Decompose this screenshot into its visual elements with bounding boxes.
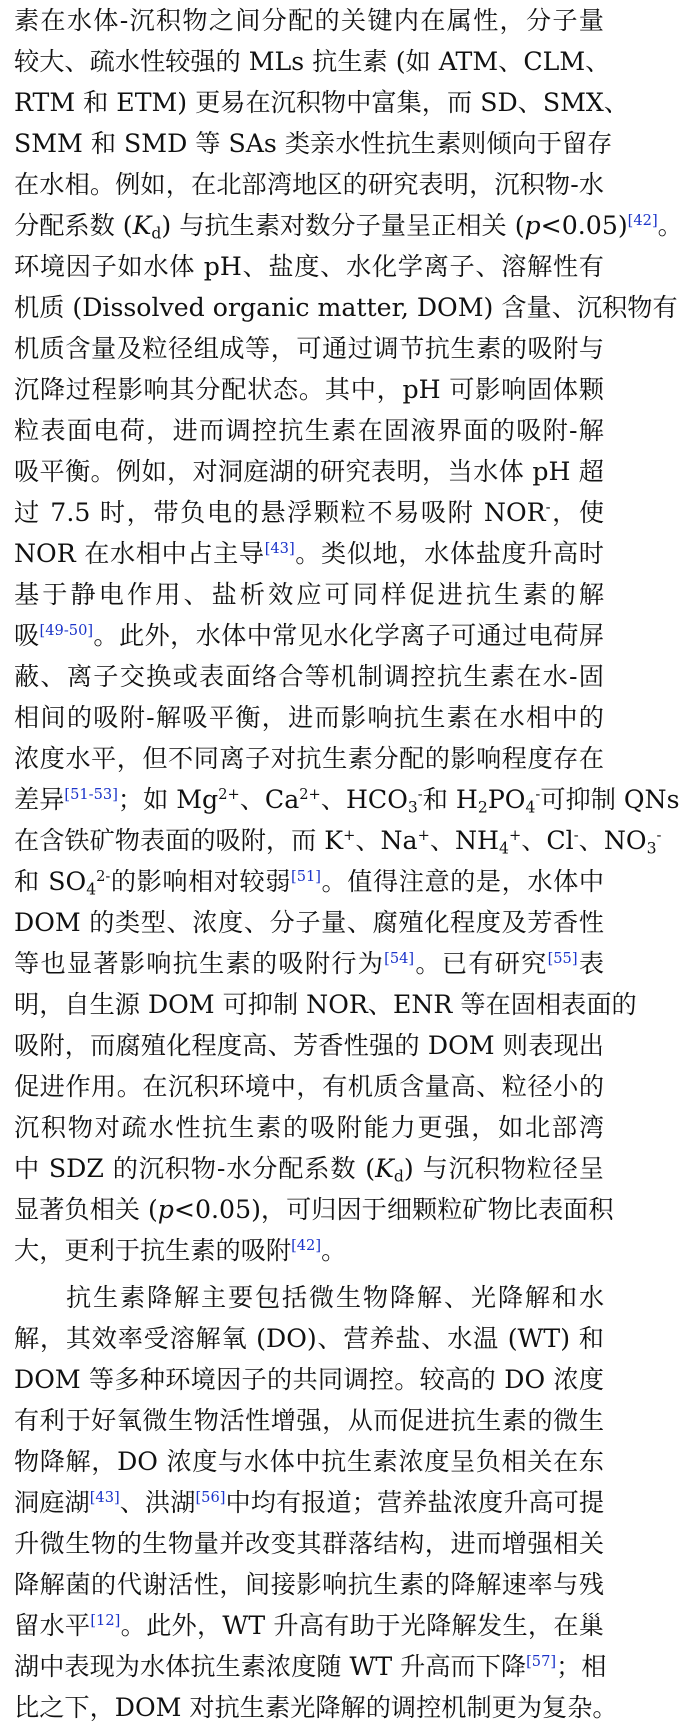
line-text: 表	[577, 949, 604, 978]
line-text: <0.05)，可归因于细颗粒矿物比表面积	[173, 1195, 614, 1224]
line-text: 差异	[14, 785, 65, 814]
line-text: 。类似地，水体盐度升高时	[294, 539, 604, 568]
line-text: 沉降过程影响其分配状态。其中，pH 可影响固体颗	[14, 375, 604, 404]
text-line	[14, 41, 611, 82]
citation-link[interactable]: [42]	[627, 211, 658, 229]
line-text: 促进作用。在沉积环境中，有机质含量高、粒径小的	[14, 1072, 604, 1101]
line-text: 抗生素降解主要包括微生物降解、光降解和水	[66, 1283, 604, 1312]
text-line	[14, 738, 604, 779]
line-text: 大，更利于抗生素的吸附	[14, 1236, 292, 1265]
line-text: 显著负相关 (	[14, 1195, 158, 1224]
text-line	[14, 410, 604, 451]
line-text: 明，自生源 DOM 可抑制 NOR、ENR 等在固相表面的	[14, 990, 637, 1019]
line-text: 。值得注意的是，水体中	[321, 867, 605, 896]
line-text: 机质 (Dissolved organic matter, DOM) 含量、沉积物有	[14, 293, 678, 322]
subscript: 4	[525, 798, 536, 817]
italic-symbol: p	[157, 1195, 174, 1224]
line-text: 相间的吸附-解吸平衡，进而影响抗生素在水相中的	[14, 703, 604, 732]
line-text: 。	[657, 211, 683, 240]
line-text: 过 7.5 时，带负电的悬浮颗粒不易吸附 NOR	[14, 498, 546, 527]
text-line	[14, 287, 678, 328]
line-text: NOR 在水相中占主导	[14, 539, 265, 568]
text-line	[14, 1400, 604, 1441]
subscript: d	[393, 1167, 404, 1186]
text-line	[14, 1564, 604, 1605]
line-text: DOM 等多种环境因子的共同调控。较高的 DO 浓度	[14, 1365, 604, 1394]
citation-link[interactable]: [57]	[526, 1652, 557, 1670]
italic-symbol: p	[524, 211, 541, 240]
citation-link[interactable]: [43]	[89, 1488, 120, 1506]
line-text: 沉积物对疏水性抗生素的吸附能力更强，如北部湾	[14, 1113, 604, 1142]
text-line	[14, 533, 604, 574]
line-text: ；相	[556, 1652, 607, 1681]
text-line	[14, 1646, 607, 1687]
text-line	[14, 1189, 614, 1230]
text-line	[14, 369, 604, 410]
line-text: 中均有报道；营养盐浓度升高可提	[225, 1488, 605, 1517]
line-text: 分配系数 (	[14, 211, 133, 240]
line-text: 、Ca	[239, 785, 300, 814]
citation-link[interactable]: [51]	[291, 867, 321, 885]
subscript: 4	[499, 839, 509, 858]
text-line	[14, 615, 604, 656]
superscript: -	[545, 498, 551, 516]
line-text: 、NH	[429, 826, 500, 855]
line-text: 。	[321, 1236, 347, 1265]
text-line	[14, 1107, 604, 1148]
line-text: 。此外，WT 升高有助于光降解发生，在巢	[120, 1611, 604, 1640]
line-text: SMM 和 SMD 等 SAs 类亲水性抗生素则倾向于留存	[14, 129, 613, 158]
text-line	[66, 1277, 604, 1318]
text-line	[14, 1066, 604, 1107]
line-text: 降解菌的代谢活性，间接影响抗生素的降解速率与残	[14, 1570, 604, 1599]
line-text: 、Cl	[521, 826, 574, 855]
text-line	[14, 984, 637, 1025]
line-text: 和 SO	[14, 867, 87, 896]
text-line	[14, 902, 604, 943]
line-text: 升微生物的生物量并改变其群落结构，进而增强相关	[14, 1529, 604, 1558]
text-line	[14, 246, 604, 287]
text-line	[14, 779, 680, 820]
line-text: 、NO	[578, 826, 647, 855]
citation-link[interactable]: [43]	[264, 539, 295, 557]
line-text: 蔽、离子交换或表面络合等机制调控抗生素在水-固	[14, 662, 604, 691]
line-text: 在水相。例如，在北部湾地区的研究表明，沉积物-水	[14, 170, 604, 199]
line-text: ) 与沉积物粒径呈	[403, 1154, 604, 1183]
line-text: ；如 Mg	[117, 785, 219, 814]
line-text: 的影响相对较弱	[110, 867, 291, 896]
line-text: 基于静电作用、盐析效应可同样促进抗生素的解	[14, 580, 604, 609]
line-text: 、洪湖	[119, 1488, 196, 1517]
text-line	[14, 1482, 604, 1523]
text-line	[14, 1523, 604, 1564]
line-text: 。已有研究	[414, 949, 548, 978]
subscript: 3	[407, 798, 418, 817]
line-text: 吸平衡。例如，对洞庭湖的研究表明，当水体 pH 超	[14, 457, 604, 486]
subscript: 4	[86, 880, 97, 899]
text-line	[14, 656, 604, 697]
superscript: 2+	[299, 785, 321, 803]
text-line	[14, 1687, 618, 1728]
line-text: 较大、疏水性较强的 MLs 抗生素 (如 ATM、CLM、	[14, 47, 611, 76]
text-line	[14, 1025, 604, 1066]
line-text: 、HCO	[320, 785, 408, 814]
line-text: 和 H	[422, 785, 478, 814]
line-text: 可抑制 QNs	[540, 785, 680, 814]
text-line	[14, 1359, 604, 1400]
line-text: 比之下，DOM 对抗生素光降解的调控机制更为复杂。	[14, 1693, 618, 1722]
line-text: 浓度水平，但不同离子对抗生素分配的影响程度存在	[14, 744, 604, 773]
text-line	[14, 82, 629, 123]
line-text: 留水平	[14, 1611, 91, 1640]
line-text: PO	[487, 785, 526, 814]
line-text: 有利于好氧微生物活性增强，从而促进抗生素的微生	[14, 1406, 604, 1435]
superscript: +	[417, 826, 430, 844]
superscript: +	[343, 826, 356, 844]
line-text: 环境因子如水体 pH、盐度、水化学离子、溶解性有	[14, 252, 604, 281]
text-line	[14, 0, 604, 41]
line-text: 、Na	[355, 826, 418, 855]
text-line	[14, 1441, 604, 1482]
line-text: RTM 和 ETM) 更易在沉积物中富集，而 SD、SMX、	[14, 88, 629, 117]
line-text: 吸	[14, 621, 40, 650]
line-text: 等也显著影响抗生素的吸附行为	[14, 949, 385, 978]
line-text: 中 SDZ 的沉积物-水分配系数 (	[14, 1154, 376, 1183]
line-text: 粒表面电荷，进而调控抗生素在固液界面的吸附-解	[14, 416, 604, 445]
citation-link[interactable]: [42]	[291, 1236, 322, 1254]
text-line	[14, 123, 613, 164]
subscript: 3	[646, 839, 657, 858]
line-text: 物降解，DO 浓度与水体中抗生素浓度呈负相关在东	[14, 1447, 604, 1476]
line-text: 在含铁矿物表面的吸附，而 K	[14, 826, 344, 855]
line-text: 湖中表现为水体抗生素浓度随 WT 升高而下降	[14, 1652, 527, 1681]
citation-link[interactable]: [12]	[90, 1611, 121, 1629]
superscript: -	[417, 785, 423, 803]
text-line	[14, 1230, 604, 1271]
text-line	[14, 697, 604, 738]
line-text: <0.05)	[540, 211, 628, 240]
superscript: 2-	[96, 867, 111, 885]
text-line	[14, 1148, 604, 1189]
text-line	[14, 164, 604, 205]
citation-link[interactable]: [54]	[384, 949, 415, 967]
text-line	[14, 328, 604, 369]
line-text: 。此外，水体中常见水化学离子可通过电荷屏	[93, 621, 604, 650]
text-line	[14, 1605, 604, 1646]
line-text: 解，其效率受溶解氧 (DO)、营养盐、水温 (WT) 和	[14, 1324, 604, 1353]
citation-link[interactable]: [49-50]	[39, 621, 94, 639]
text-line	[14, 492, 604, 533]
line-text: 机质含量及粒径组成等，可通过调节抗生素的吸附与	[14, 334, 604, 363]
line-text: 吸附，而腐殖化程度高、芳香性强的 DOM 则表现出	[14, 1031, 604, 1060]
subscript: 2	[477, 798, 488, 817]
text-line	[14, 451, 604, 492]
line-text: DOM 的类型、浓度、分子量、腐殖化程度及芳香性	[14, 908, 604, 937]
text-line	[14, 820, 662, 861]
superscript: -	[535, 785, 541, 803]
superscript: -	[656, 826, 662, 844]
text-line	[14, 861, 604, 902]
superscript: -	[573, 826, 579, 844]
superscript: +	[508, 826, 522, 844]
text-line	[14, 1318, 604, 1359]
line-text: ，使	[550, 498, 605, 527]
line-text: 素在水体-沉积物之间分配的关键内在属性，分子量	[14, 6, 604, 35]
text-line	[14, 205, 683, 246]
subscript: d	[151, 224, 162, 243]
line-text: ) 与抗生素对数分子量呈正相关 (	[161, 211, 525, 240]
line-text: 洞庭湖	[14, 1488, 90, 1517]
citation-link[interactable]: [55]	[547, 949, 578, 967]
italic-symbol: K	[132, 211, 152, 240]
text-line	[14, 943, 604, 984]
superscript: 2+	[218, 785, 240, 803]
citation-link[interactable]: [51-53]	[64, 785, 118, 803]
italic-symbol: K	[375, 1154, 394, 1183]
citation-link[interactable]: [56]	[195, 1488, 226, 1506]
text-line	[14, 574, 604, 615]
